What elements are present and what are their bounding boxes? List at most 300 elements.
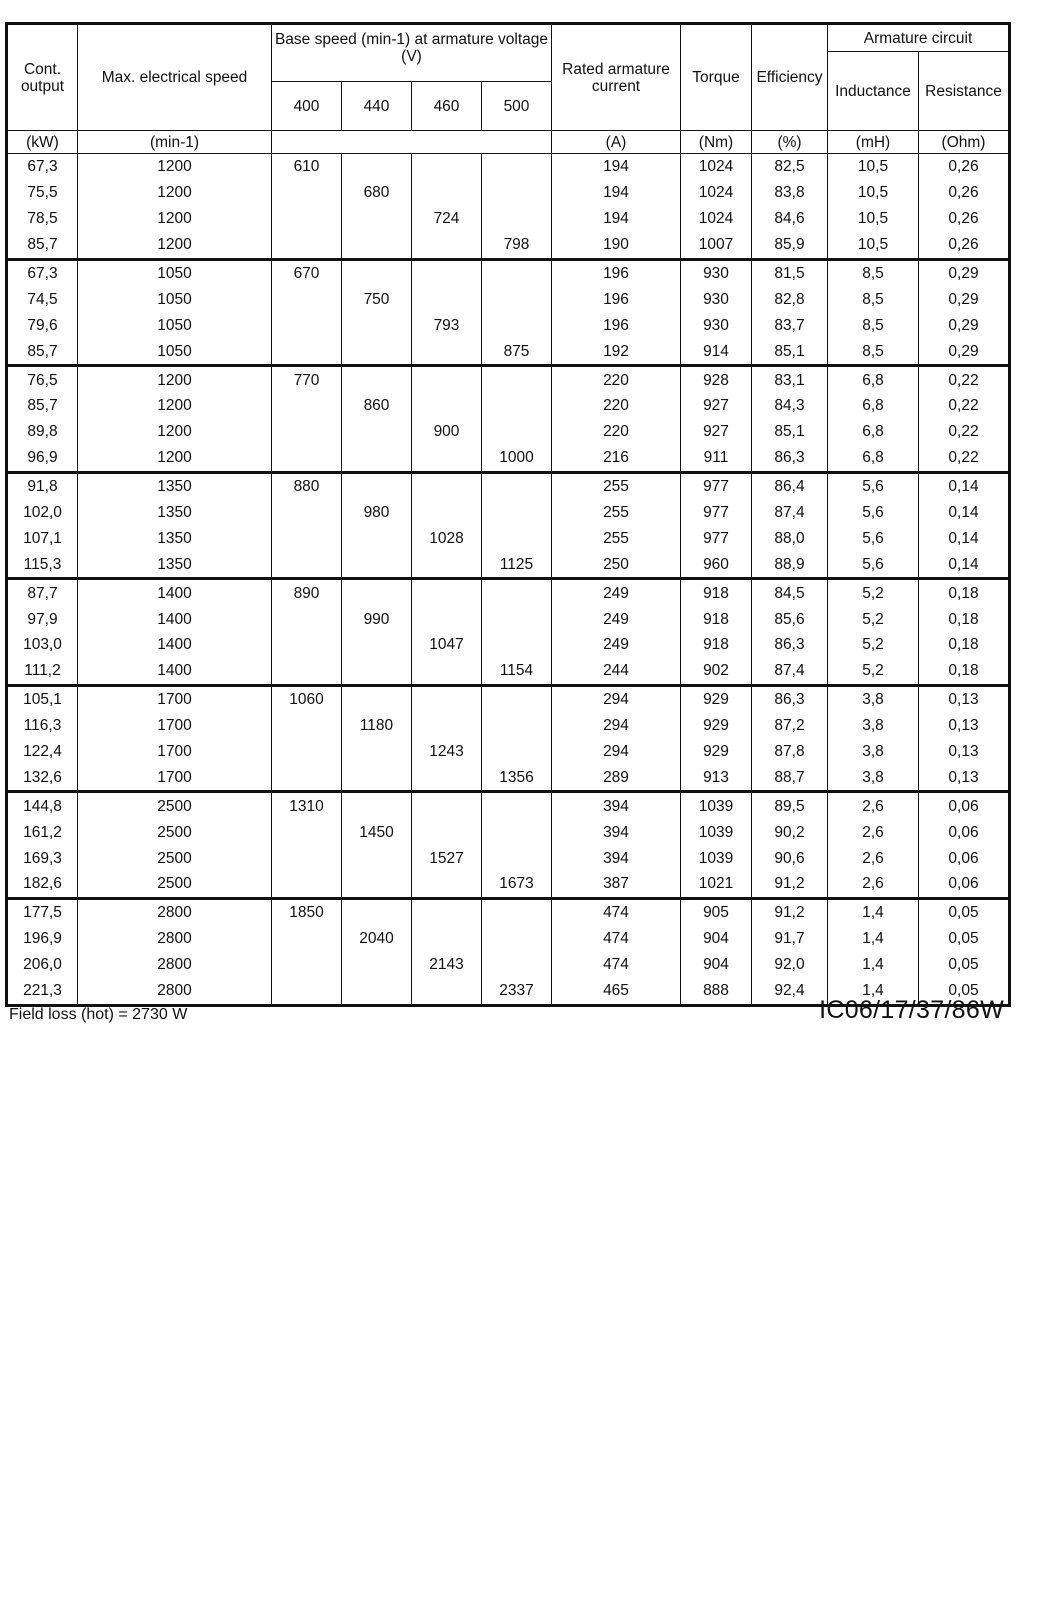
cell-base-440: 750 [342,286,412,312]
cell-base-460 [412,366,482,393]
cell-base-400: 670 [272,259,342,286]
cell-max-speed: 1200 [78,419,272,445]
cell-max-speed: 2800 [78,978,272,1005]
cell-resistance: 0,18 [919,632,1010,658]
cell-resistance: 0,05 [919,926,1010,952]
cell-rated-current: 289 [552,764,681,791]
cell-base-440 [342,685,412,712]
cell-efficiency: 90,6 [752,845,828,871]
cell-torque: 1039 [681,845,752,871]
table-row [7,713,1010,739]
cell-inductance: 1,4 [828,952,919,978]
table-row [7,632,1010,658]
cell-base-440 [342,764,412,791]
header-resistance: Resistance [919,52,1010,131]
cell-rated-current: 294 [552,739,681,765]
cell-base-460 [412,259,482,286]
cell-efficiency: 83,1 [752,366,828,393]
cell-base-500 [482,819,552,845]
table-row [7,154,1010,180]
cell-resistance: 0,29 [919,312,1010,338]
cell-rated-current: 394 [552,792,681,819]
header-cont-output: Cont. output [7,24,78,131]
cell-rated-current: 474 [552,898,681,925]
table-row [7,871,1010,898]
cell-max-speed: 1050 [78,312,272,338]
cell-torque: 911 [681,445,752,472]
cell-max-speed: 1700 [78,764,272,791]
cell-rated-current: 249 [552,579,681,606]
cell-base-460: 2143 [412,952,482,978]
table-row [7,259,1010,286]
cell-base-460: 724 [412,206,482,232]
table-row [7,419,1010,445]
header-efficiency: Efficiency [752,24,828,131]
cell-cont-output: 132,6 [7,764,78,791]
cell-max-speed: 1700 [78,739,272,765]
cell-base-460 [412,685,482,712]
cell-base-440 [342,338,412,365]
cell-torque: 927 [681,419,752,445]
cell-base-460 [412,871,482,898]
header-base-speed: Base speed (min-1) at armature voltage (V) [272,24,552,82]
cell-efficiency: 81,5 [752,259,828,286]
cell-base-500 [482,525,552,551]
cell-inductance: 5,2 [828,632,919,658]
cell-rated-current: 196 [552,259,681,286]
cell-torque: 927 [681,393,752,419]
header-rated-current: Rated armature current [552,24,681,131]
cell-max-speed: 1700 [78,713,272,739]
cell-base-500 [482,952,552,978]
cell-cont-output: 115,3 [7,551,78,578]
cell-efficiency: 91,2 [752,898,828,925]
cell-efficiency: 84,3 [752,393,828,419]
cell-base-440 [342,312,412,338]
cell-efficiency: 85,1 [752,419,828,445]
cell-torque: 918 [681,579,752,606]
cell-resistance: 0,06 [919,845,1010,871]
cell-base-400 [272,739,342,765]
cell-cont-output: 85,7 [7,393,78,419]
cell-inductance: 3,8 [828,764,919,791]
cell-torque: 918 [681,632,752,658]
cell-base-460 [412,606,482,632]
cell-resistance: 0,14 [919,525,1010,551]
cell-base-500: 1356 [482,764,552,791]
cell-base-400: 1310 [272,792,342,819]
header-voltage-440: 440 [342,82,412,131]
table-row [7,685,1010,712]
cell-max-speed: 1050 [78,286,272,312]
cell-base-440 [342,154,412,180]
cell-efficiency: 83,7 [752,312,828,338]
cell-base-440 [342,525,412,551]
cell-base-500 [482,419,552,445]
cell-base-460: 1527 [412,845,482,871]
cell-base-500 [482,312,552,338]
field-loss-note: Field loss (hot) = 2730 W [9,1006,188,1023]
cell-base-500: 1000 [482,445,552,472]
cell-efficiency: 89,5 [752,792,828,819]
cell-base-460 [412,500,482,526]
cell-efficiency: 85,9 [752,232,828,259]
cell-resistance: 0,14 [919,472,1010,499]
cell-base-460 [412,978,482,1005]
cell-cont-output: 177,5 [7,898,78,925]
cell-efficiency: 84,5 [752,579,828,606]
cell-resistance: 0,14 [919,551,1010,578]
table-row [7,739,1010,765]
cell-inductance: 5,2 [828,579,919,606]
cell-efficiency: 85,6 [752,606,828,632]
cell-rated-current: 474 [552,952,681,978]
cell-base-440 [342,658,412,685]
cell-rated-current: 255 [552,525,681,551]
cell-inductance: 5,2 [828,606,919,632]
cell-base-440: 980 [342,500,412,526]
cell-torque: 929 [681,739,752,765]
cell-inductance: 8,5 [828,338,919,365]
cell-inductance: 1,4 [828,926,919,952]
cell-base-500 [482,154,552,180]
cell-cont-output: 169,3 [7,845,78,871]
cell-inductance: 5,6 [828,500,919,526]
cell-rated-current: 294 [552,685,681,712]
cell-efficiency: 86,3 [752,632,828,658]
cell-inductance: 8,5 [828,312,919,338]
cell-max-speed: 1200 [78,366,272,393]
cell-torque: 1024 [681,154,752,180]
cell-base-400 [272,312,342,338]
unit-mh: (mH) [828,131,919,154]
cell-base-500: 798 [482,232,552,259]
cell-inductance: 2,6 [828,871,919,898]
cell-base-400: 890 [272,579,342,606]
cell-rated-current: 255 [552,472,681,499]
cell-max-speed: 1400 [78,632,272,658]
cell-torque: 902 [681,658,752,685]
cell-efficiency: 92,4 [752,978,828,1005]
cell-base-440: 680 [342,180,412,206]
cell-base-440 [342,551,412,578]
cell-base-500 [482,685,552,712]
cell-cont-output: 87,7 [7,579,78,606]
unit-nm: (Nm) [681,131,752,154]
cell-base-500 [482,206,552,232]
cell-cont-output: 74,5 [7,286,78,312]
cell-resistance: 0,06 [919,792,1010,819]
cell-base-400 [272,978,342,1005]
table-row [7,286,1010,312]
header-inductance: Inductance [828,52,919,131]
cell-base-400 [272,871,342,898]
cell-base-460 [412,472,482,499]
cell-max-speed: 2500 [78,819,272,845]
cell-rated-current: 465 [552,978,681,1005]
cell-cont-output: 91,8 [7,472,78,499]
cell-base-400 [272,393,342,419]
cell-resistance: 0,29 [919,286,1010,312]
header-armature-circuit: Armature circuit [828,24,1010,52]
cell-max-speed: 1350 [78,525,272,551]
cell-resistance: 0,13 [919,713,1010,739]
cell-base-460 [412,764,482,791]
cell-efficiency: 87,4 [752,658,828,685]
cell-torque: 1039 [681,792,752,819]
cell-max-speed: 1050 [78,259,272,286]
cell-base-400 [272,819,342,845]
cell-rated-current: 194 [552,180,681,206]
cell-base-440 [342,845,412,871]
cell-efficiency: 90,2 [752,819,828,845]
cell-resistance: 0,26 [919,180,1010,206]
cell-base-400 [272,445,342,472]
cell-torque: 904 [681,926,752,952]
cell-base-460 [412,232,482,259]
cell-rated-current: 216 [552,445,681,472]
cell-resistance: 0,18 [919,579,1010,606]
cell-base-440 [342,871,412,898]
cell-base-400 [272,713,342,739]
cell-base-460 [412,579,482,606]
cell-cont-output: 122,4 [7,739,78,765]
cell-resistance: 0,26 [919,232,1010,259]
cell-rated-current: 220 [552,366,681,393]
cell-torque: 930 [681,259,752,286]
cell-base-500: 1673 [482,871,552,898]
cell-cont-output: 67,3 [7,259,78,286]
cell-torque: 914 [681,338,752,365]
cell-base-440 [342,232,412,259]
cell-inductance: 5,6 [828,525,919,551]
unit-percent: (%) [752,131,828,154]
unit-base-speed-blank [272,131,552,154]
cell-resistance: 0,22 [919,445,1010,472]
cell-max-speed: 1200 [78,445,272,472]
cell-cont-output: 144,8 [7,792,78,819]
cell-base-500 [482,845,552,871]
cell-resistance: 0,26 [919,154,1010,180]
cell-base-500 [482,926,552,952]
cell-base-440: 990 [342,606,412,632]
cell-inductance: 10,5 [828,154,919,180]
cell-cont-output: 111,2 [7,658,78,685]
cell-cont-output: 116,3 [7,713,78,739]
cell-efficiency: 86,3 [752,685,828,712]
table-row [7,845,1010,871]
cell-resistance: 0,26 [919,206,1010,232]
table-row [7,366,1010,393]
cell-base-460 [412,658,482,685]
cell-max-speed: 1200 [78,206,272,232]
cell-rated-current: 196 [552,312,681,338]
cell-cont-output: 102,0 [7,500,78,526]
cell-base-440 [342,739,412,765]
table-row [7,926,1010,952]
cell-max-speed: 1400 [78,658,272,685]
cell-max-speed: 1200 [78,393,272,419]
cell-inductance: 6,8 [828,445,919,472]
cell-base-460 [412,180,482,206]
cell-base-500 [482,739,552,765]
cell-torque: 1024 [681,206,752,232]
cell-resistance: 0,13 [919,764,1010,791]
cell-inductance: 8,5 [828,259,919,286]
cell-rated-current: 255 [552,500,681,526]
cell-cont-output: 89,8 [7,419,78,445]
cell-base-440: 2040 [342,926,412,952]
cell-cont-output: 103,0 [7,632,78,658]
cell-inductance: 3,8 [828,685,919,712]
cell-base-460 [412,926,482,952]
cell-efficiency: 86,3 [752,445,828,472]
cell-inductance: 5,6 [828,551,919,578]
cell-rated-current: 250 [552,551,681,578]
cell-efficiency: 87,4 [752,500,828,526]
table-row [7,819,1010,845]
cell-torque: 930 [681,286,752,312]
cell-base-440 [342,978,412,1005]
cell-cont-output: 221,3 [7,978,78,1005]
cell-max-speed: 2800 [78,952,272,978]
cell-inductance: 6,8 [828,419,919,445]
cell-cont-output: 76,5 [7,366,78,393]
cell-base-400: 1850 [272,898,342,925]
cell-base-400 [272,632,342,658]
cell-base-500 [482,606,552,632]
cell-torque: 929 [681,685,752,712]
cell-base-460 [412,393,482,419]
cell-efficiency: 86,4 [752,472,828,499]
cell-base-460 [412,713,482,739]
cell-rated-current: 194 [552,154,681,180]
cell-max-speed: 2500 [78,845,272,871]
unit-kw: (kW) [7,131,78,154]
cell-base-500 [482,393,552,419]
cell-max-speed: 2500 [78,792,272,819]
cell-resistance: 0,29 [919,338,1010,365]
cell-base-400 [272,206,342,232]
document-code: IC06/17/37/86W [819,996,1004,1024]
cell-rated-current: 220 [552,393,681,419]
cell-resistance: 0,22 [919,419,1010,445]
cell-inductance: 6,8 [828,393,919,419]
cell-rated-current: 244 [552,658,681,685]
cell-efficiency: 85,1 [752,338,828,365]
cell-torque: 929 [681,713,752,739]
cell-torque: 1021 [681,871,752,898]
cell-rated-current: 249 [552,632,681,658]
cell-rated-current: 196 [552,286,681,312]
cell-max-speed: 1350 [78,500,272,526]
cell-base-500: 1154 [482,658,552,685]
cell-base-500 [482,792,552,819]
cell-base-460 [412,154,482,180]
cell-base-460 [412,338,482,365]
cell-base-500 [482,366,552,393]
spec-sheet [5,22,1011,1007]
cell-base-400 [272,500,342,526]
cell-resistance: 0,18 [919,658,1010,685]
header-torque: Torque [681,24,752,131]
cell-efficiency: 91,7 [752,926,828,952]
cell-rated-current: 387 [552,871,681,898]
cell-max-speed: 1200 [78,154,272,180]
cell-base-500: 875 [482,338,552,365]
cell-resistance: 0,06 [919,819,1010,845]
cell-torque: 1007 [681,232,752,259]
cell-base-400 [272,658,342,685]
cell-torque: 913 [681,764,752,791]
cell-base-440: 860 [342,393,412,419]
cell-torque: 1039 [681,819,752,845]
cell-base-500 [482,713,552,739]
table-row [7,658,1010,685]
unit-min: (min-1) [78,131,272,154]
cell-max-speed: 1400 [78,579,272,606]
motor-data-table [5,22,1011,1007]
table-row [7,579,1010,606]
cell-resistance: 0,18 [919,606,1010,632]
cell-base-500 [482,898,552,925]
cell-resistance: 0,05 [919,898,1010,925]
cell-rated-current: 190 [552,232,681,259]
cell-max-speed: 1050 [78,338,272,365]
cell-torque: 977 [681,525,752,551]
cell-max-speed: 2800 [78,898,272,925]
cell-base-400 [272,764,342,791]
cell-inductance: 5,6 [828,472,919,499]
cell-base-460 [412,286,482,312]
cell-rated-current: 192 [552,338,681,365]
cell-max-speed: 1350 [78,472,272,499]
cell-efficiency: 87,2 [752,713,828,739]
table-row [7,606,1010,632]
cell-base-400 [272,845,342,871]
cell-cont-output: 85,7 [7,338,78,365]
cell-base-440 [342,419,412,445]
cell-base-440 [342,445,412,472]
cell-max-speed: 1200 [78,180,272,206]
cell-torque: 977 [681,472,752,499]
cell-base-460: 1243 [412,739,482,765]
cell-base-500 [482,579,552,606]
cell-base-440 [342,206,412,232]
cell-base-400 [272,232,342,259]
cell-base-500 [482,632,552,658]
table-row [7,525,1010,551]
cell-efficiency: 87,8 [752,739,828,765]
cell-torque: 905 [681,898,752,925]
cell-torque: 1024 [681,180,752,206]
cell-efficiency: 82,8 [752,286,828,312]
table-row [7,393,1010,419]
cell-cont-output: 85,7 [7,232,78,259]
table-row [7,764,1010,791]
table-row [7,792,1010,819]
cell-rated-current: 394 [552,819,681,845]
cell-base-400: 1060 [272,685,342,712]
cell-cont-output: 96,9 [7,445,78,472]
cell-base-460 [412,445,482,472]
cell-max-speed: 1700 [78,685,272,712]
cell-efficiency: 88,9 [752,551,828,578]
cell-rated-current: 394 [552,845,681,871]
cell-torque: 977 [681,500,752,526]
cell-cont-output: 182,6 [7,871,78,898]
cell-base-440 [342,632,412,658]
